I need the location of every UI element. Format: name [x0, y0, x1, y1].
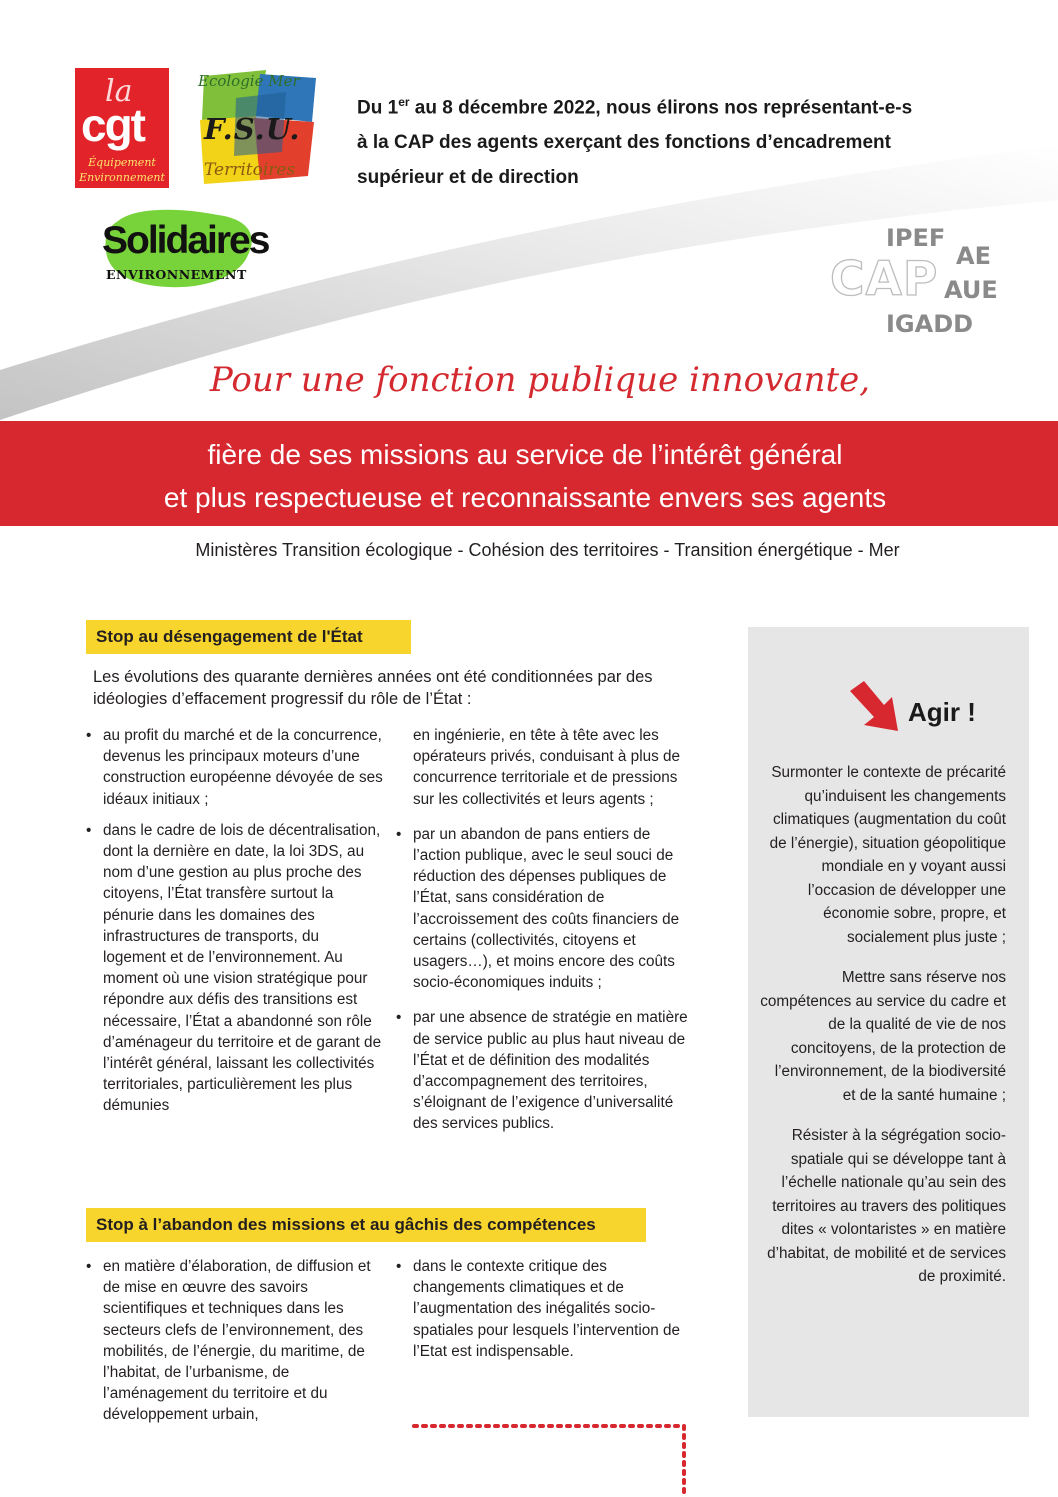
- dotted-frame-decoration: [412, 1418, 692, 1497]
- agir-sidebar: [748, 627, 1029, 1417]
- cap-igadd: IGADD: [886, 310, 974, 338]
- cap-ipef: IPEF: [886, 224, 946, 252]
- headline-line1: fière de ses missions au service de l’intérêt général: [207, 439, 843, 470]
- list-item: • par une absence de stratégie en matière de service public au plus haut niveau de l’État et de définition des modalités d’accompagnement des territoires, s’éloignant de l’exigence d’universalité des services publics.: [396, 1007, 696, 1134]
- headline-band: [0, 421, 1058, 526]
- sidebar-text: [758, 761, 1006, 1306]
- headline-line2: et plus respectueuse et reconnaissante envers ses agents: [163, 482, 887, 513]
- slogan: Pour une fonction publique innovante,: [209, 360, 871, 400]
- section2-left-column: [86, 1256, 386, 1436]
- list-item: • par un abandon de pans entiers de l’action publique, avec le seul souci de réduction des dépenses publiques de l’État, sans considération de l’accroissement des coûts financiers de certains (collectivités, citoyens et usagers…), et moins encore des coûts socio-économiques induits ;: [396, 824, 696, 994]
- solidaires-logo-text: Solidaires: [102, 219, 269, 262]
- fsu-logo-bottom: Territoires: [204, 160, 296, 180]
- fsu-logo-text: F.S.U.: [204, 112, 301, 146]
- cap-ae: AE: [956, 242, 991, 270]
- section1-left-column: [86, 725, 386, 1127]
- list-item: • au profit du marché et de la concurrence, devenus les principaux moteurs d’une construction européenne dévoyée de ses idéaux initiaux ;: [86, 725, 386, 810]
- cap-aue: AUE: [944, 276, 998, 304]
- cgt-logo-la: la: [105, 74, 133, 109]
- list-item: • en matière d’élaboration, de diffusion et de mise en œuvre des savoirs scientifiques et techniques dans les secteurs clefs de l’environnement, des mobilités, de l’énergie, du maritime, de l’habitat, de l’urbanisme, de l’aménagement du territoire et du développement urbain,: [86, 1256, 386, 1426]
- section2-heading: Stop à l’abandon des missions et au gâchis des compétences: [86, 1208, 646, 1242]
- cap-big-text: CAP: [830, 252, 939, 307]
- cgt-logo-text: cgt: [81, 99, 144, 151]
- sidebar-paragraph: Résister à la ségrégation socio-spatiale qui se développe tant à l’échelle nationale qu’au sein des territoires au travers des politiques dites « volontaristes » en matière d’habitat, de mobilité et de services de proximité.: [767, 1127, 1006, 1285]
- solidaires-logo: [98, 205, 269, 291]
- cgt-logo: [75, 68, 169, 188]
- solidaires-logo-sub: ENVIRONNEMENT: [106, 267, 247, 282]
- section1-right-column: [396, 725, 696, 1145]
- section2-right-column: [396, 1256, 696, 1372]
- intro-text: Du 1er au 8 décembre 2022, nous élirons nos représentant-e-s à la CAP des agents exerçant des fonctions d’encadrement supérieur et de direction: [357, 95, 913, 189]
- cgt-logo-line1: Équipement: [88, 156, 156, 169]
- ministries-line: Ministères Transition écologique - Cohésion des territoires - Transition énergétique - Mer: [195, 540, 900, 560]
- arrow-icon: [846, 679, 906, 735]
- sidebar-paragraph: Surmonter le contexte de précarité qu’induisent les changements climatiques (augmentation du coût de l’énergie), situation géopolitique mondiale en y voyant aussi l’occasion de développer une économie sobre, propre, et socialement plus juste ;: [769, 764, 1006, 946]
- list-item: • dans le contexte critique des changements climatiques et de l’augmentation des inégalités socio-spatiales pour lesquels l’intervention de l’Etat est indispensable.: [396, 1256, 696, 1362]
- fsu-logo-top: Ecologie Mer: [198, 72, 300, 90]
- sidebar-title: Agir !: [908, 697, 976, 727]
- list-item-continuation: en ingénierie, en tête à tête avec les opérateurs privés, conduisant à plus de concurrence territoriale et de pressions sur les collectivités et leurs agents ;: [413, 727, 681, 808]
- section1-lead: Les évolutions des quarante dernières années ont été conditionnées par des idéologies d’effacement progressif du rôle de l’État :: [93, 668, 653, 708]
- section1-heading: Stop au désengagement de l'État: [86, 620, 411, 654]
- cgt-logo-line2: Environnement: [79, 171, 165, 184]
- fsu-logo: [196, 68, 320, 186]
- list-item: • dans le cadre de lois de décentralisation, dont la dernière en date, la loi 3DS, au nom d’une gestion au plus proche des citoyens, l’État transfère surtout la pénurie dans les domaines des infrastructures de transports, du logement et de l’environnement. Au moment où une vision stratégique pour répondre aux défis des transitions est nécessaire, l’État a abandonné son rôle d’aménageur du territoire et de garant de l’intérêt général, laissant les collectivités territoriales, particulièrement les plus démunies: [86, 820, 386, 1117]
- cap-logo: [828, 222, 1028, 342]
- sidebar-paragraph: Mettre sans réserve nos compétences au service du cadre et de la qualité de vie de nos concitoyens, de la protection de l’environnement, de la biodiversité et de la santé humaine ;: [760, 969, 1006, 1104]
